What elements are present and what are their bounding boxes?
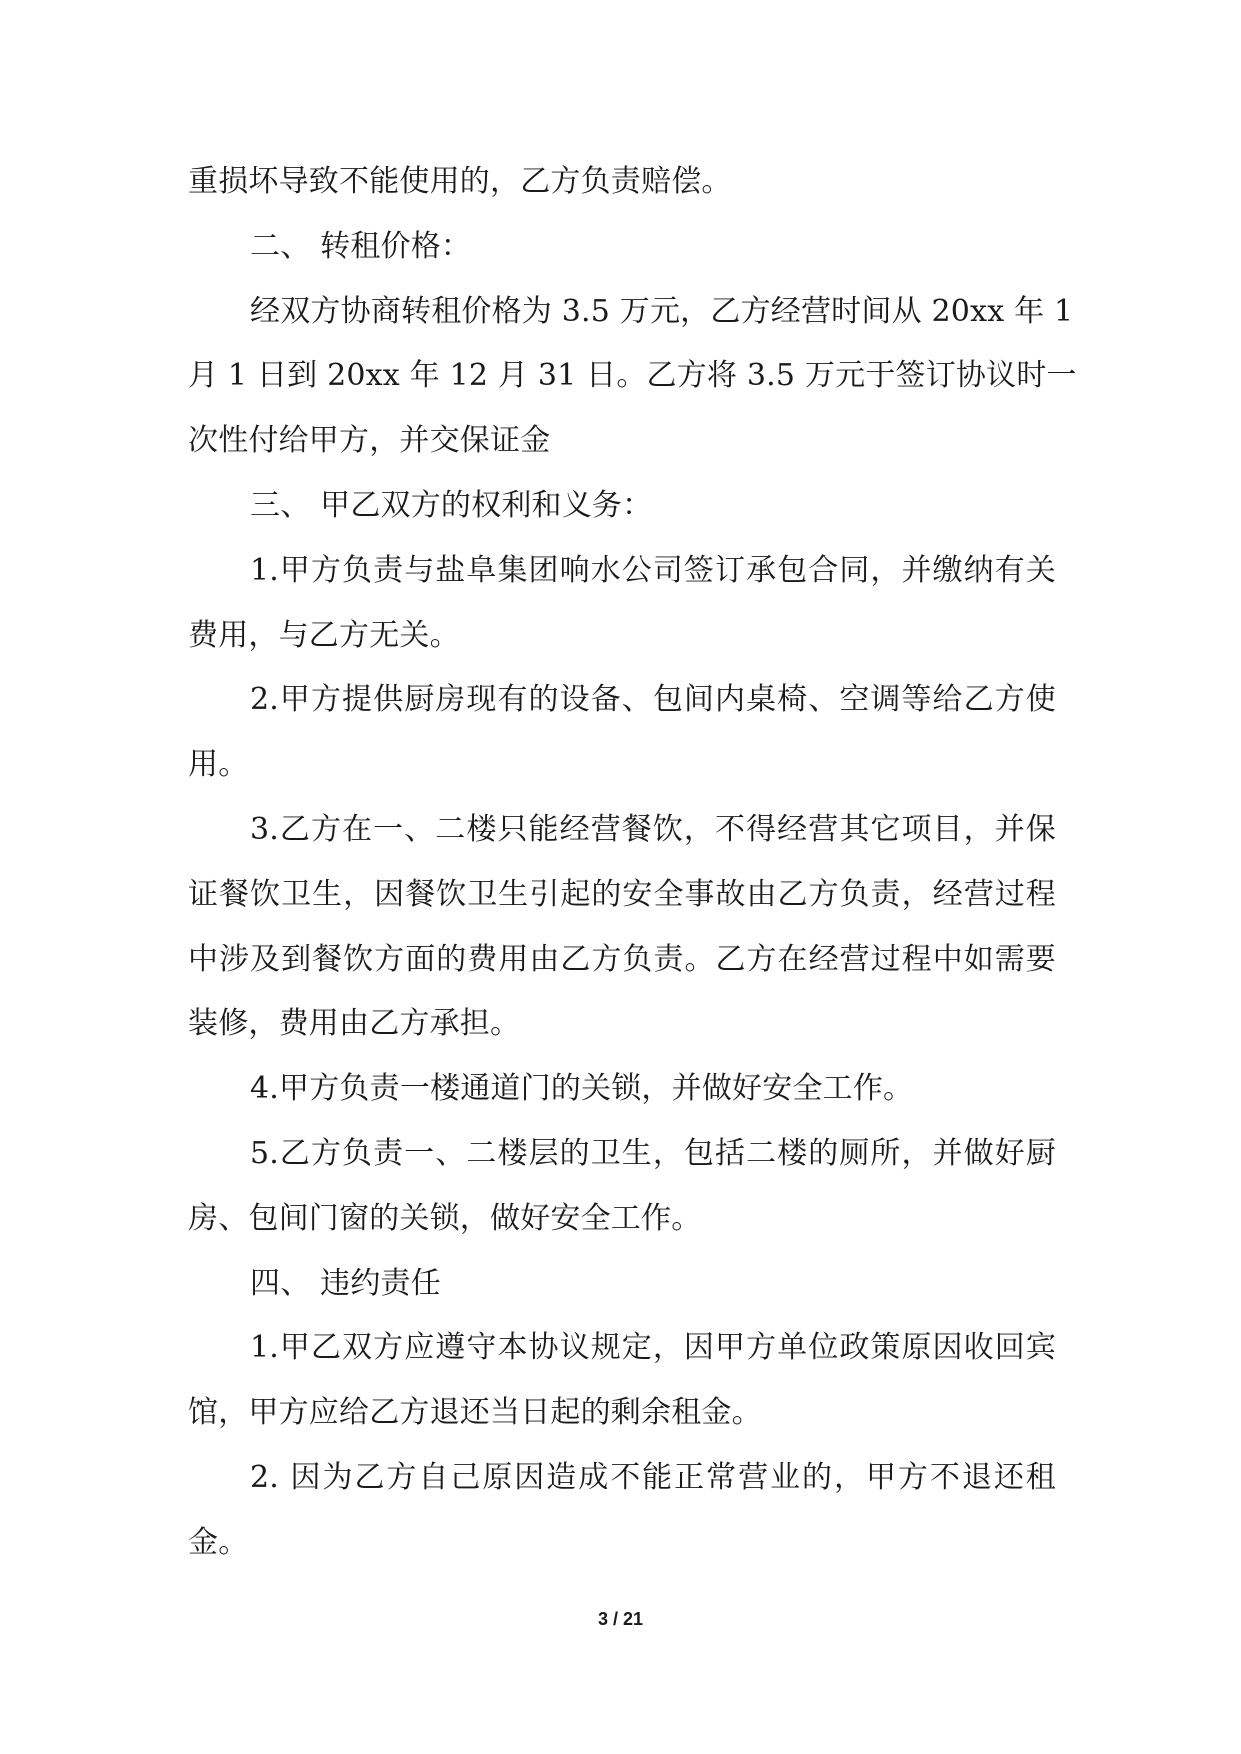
text-line: 房、包间门窗的关锁，做好安全工作。 <box>188 1200 702 1236</box>
text-line: 5.乙方负责一、二楼层的卫生，包括二楼的厕所，并做好厨 <box>250 1135 1056 1171</box>
text-line: 费用，与乙方无关。 <box>188 617 460 653</box>
text-line: 二、 转租价格： <box>250 228 472 264</box>
text-line: 月 1 日到 20xx 年 12 月 31 日。乙方将 3.5 万元于签订协议时一 <box>188 358 1077 394</box>
text-line: 馆，甲方应给乙方退还当日起的剩余租金。 <box>188 1395 762 1431</box>
text-line: 四、 违约责任 <box>250 1265 441 1301</box>
text-line: 2.甲方提供厨房现有的设备、包间内桌椅、空调等给乙方使 <box>250 682 1056 718</box>
text-line: 用。 <box>188 747 249 783</box>
text-line: 中涉及到餐饮方面的费用由乙方负责。乙方在经营过程中如需要 <box>188 941 1056 977</box>
text-line: 装修，费用由乙方承担。 <box>188 1006 521 1042</box>
text-line: 三、 甲乙双方的权利和义务： <box>250 487 653 523</box>
text-line: 证餐饮卫生，因餐饮卫生引起的安全事故由乙方负责，经营过程 <box>188 876 1056 912</box>
text-line: 经双方协商转租价格为 3.5 万元，乙方经营时间从 20xx 年 1 <box>250 293 1074 329</box>
text-line: 1.甲方负责与盐阜集团响水公司签订承包合同，并缴纳有关 <box>250 552 1056 588</box>
text-line: 3.乙方在一、二楼只能经营餐饮，不得经营其它项目，并保 <box>250 811 1056 847</box>
text-line: 2. 因为乙方自己原因造成不能正常营业的，甲方不退还租 <box>250 1459 1056 1495</box>
page-number: 3 / 21 <box>597 1609 644 1629</box>
text-line: 1.甲乙双方应遵守本协议规定，因甲方单位政策原因收回宾 <box>250 1330 1056 1366</box>
text-line: 金。 <box>188 1524 249 1560</box>
text-line: 次性付给甲方，并交保证金 <box>188 423 551 459</box>
text-line: 重损坏导致不能使用的，乙方负责赔偿。 <box>188 164 732 199</box>
body-text <box>188 150 1077 1576</box>
text-line: 4.甲方负责一楼通道门的关锁，并做好安全工作。 <box>250 1071 914 1107</box>
